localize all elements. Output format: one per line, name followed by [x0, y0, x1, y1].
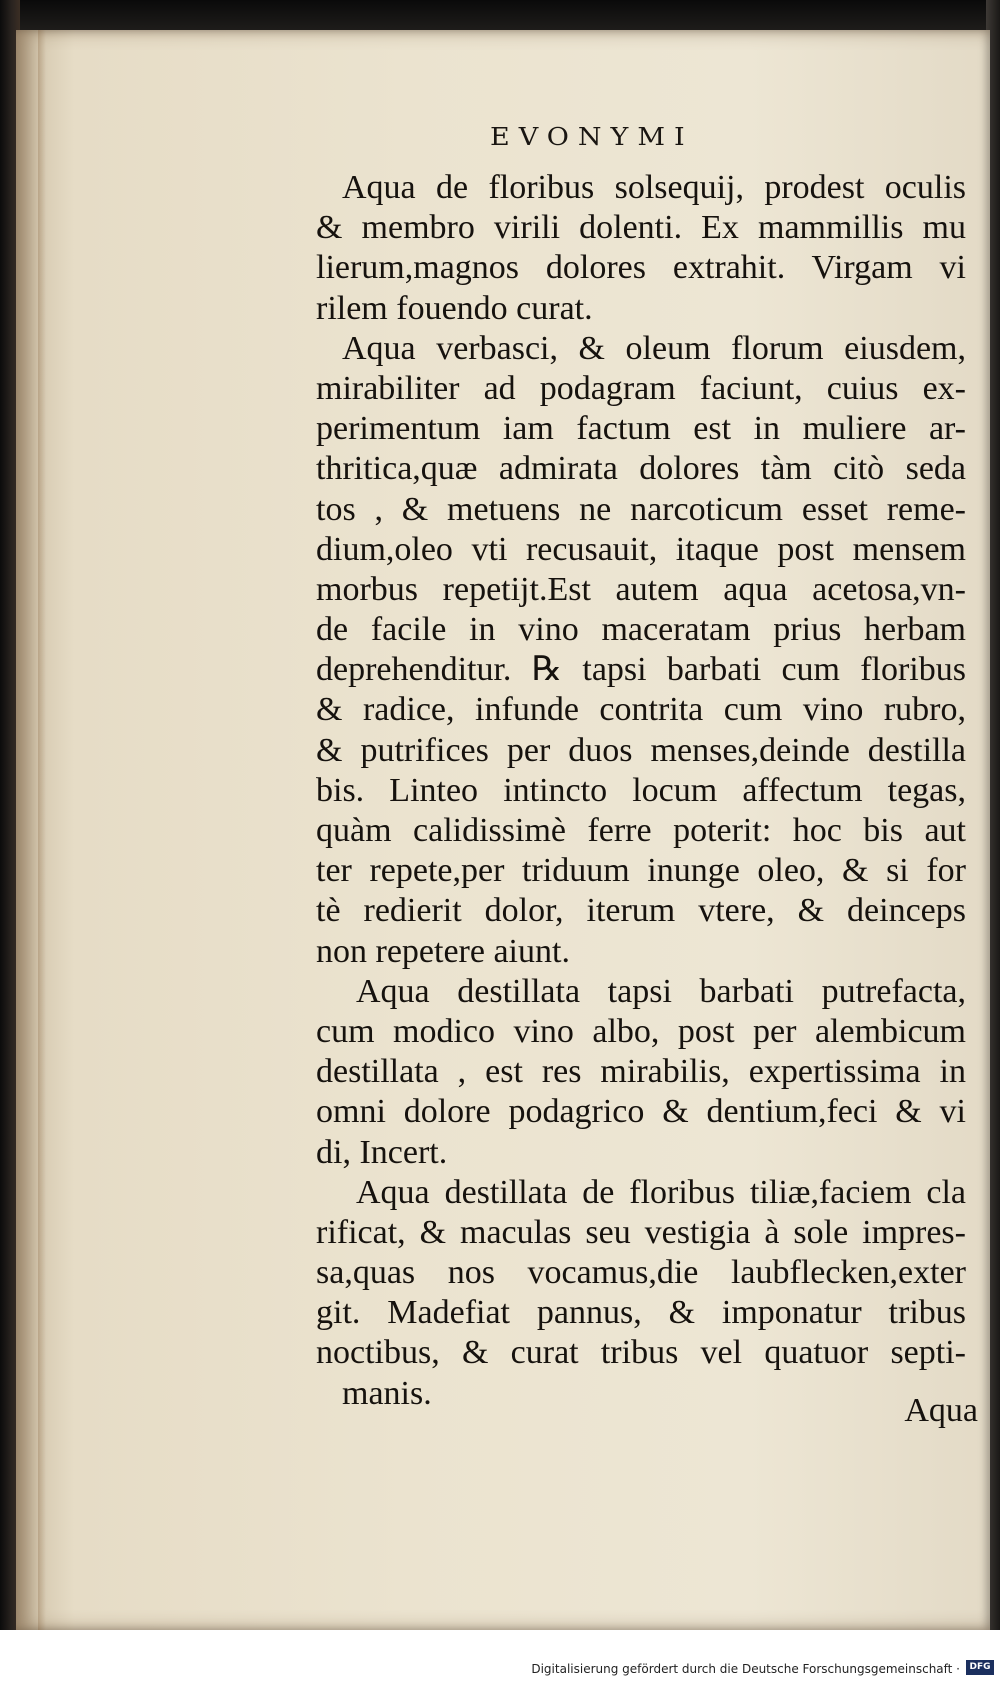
- text-line: Aqua destillata tapsi barbati putrefacta,: [356, 972, 966, 1010]
- text-line: & radice, infunde contrita cum vino rubro,: [316, 691, 966, 729]
- text-line: manis.: [342, 1374, 432, 1412]
- text-line: deprehenditur. ℞ tapsi barbati cum floribus: [316, 651, 966, 689]
- text-line: perimentum iam factum est in muliere ar-: [316, 410, 966, 448]
- catchword: Aqua: [904, 1392, 978, 1429]
- binding-board-top: [0, 0, 1000, 30]
- text-line: lierum,magnos dolores extrahit. Virgam vi: [316, 249, 966, 287]
- text-line: git. Madefiat pannus, & imponatur tribus: [316, 1294, 966, 1332]
- text-line: thritica,quæ admirata dolores tàm citò seda: [316, 450, 966, 488]
- body-text: [316, 168, 966, 1414]
- footer-strip: [0, 1630, 1000, 1688]
- text-line: noctibus, & curat tribus vel quatuor septi-: [316, 1334, 966, 1372]
- text-line: de facile in vino maceratam prius herbam: [316, 611, 966, 649]
- text-line: sa,quas nos vocamus,die laubflecken,exter: [316, 1254, 966, 1292]
- text-line: di, Incert.: [316, 1133, 448, 1171]
- text-line: mirabiliter ad podagram faciunt, cuius ex-: [316, 369, 966, 407]
- running-title: EVONYMI: [490, 123, 694, 152]
- text-line: rilem fouendo curat.: [316, 289, 593, 327]
- text-line: morbus repetijt.Est autem aqua acetosa,vn-: [316, 570, 966, 608]
- text-line: tos , & metuens ne narcoticum esset reme-: [316, 490, 966, 528]
- text-line: destillata , est res mirabilis, expertissima in: [316, 1053, 966, 1091]
- digitization-credit: Digitalisierung gefördert durch die Deutsche Forschungsgemeinschaft ·: [531, 1662, 960, 1676]
- text-line: non repetere aiunt.: [316, 932, 570, 970]
- text-line: Aqua verbasci, & oleum florum eiusdem,: [342, 329, 966, 367]
- text-line: quàm calidissimè ferre poterit: hoc bis aut: [316, 812, 966, 849]
- text-line: & membro virili dolenti. Ex mammillis mu: [316, 209, 966, 247]
- dfg-logo: DFG: [966, 1660, 994, 1675]
- text-line: bis. Linteo intincto locum affectum tegas,: [316, 771, 966, 809]
- text-line: Aqua de floribus solsequij, prodest oculis: [342, 169, 966, 206]
- text-line: & putrifices per duos menses,deinde destilla: [316, 731, 966, 769]
- text-line: rificat, & maculas seu vestigia à sole impres-: [316, 1213, 966, 1251]
- text-line: omni dolore podagrico & dentium,feci & vi: [316, 1093, 966, 1131]
- text-line: tè redierit dolor, iterum vtere, & deinceps: [316, 892, 966, 930]
- text-line: Aqua destillata de floribus tiliæ,faciem cla: [356, 1173, 966, 1211]
- text-line: cum modico vino albo, post per alembicum: [316, 1012, 966, 1050]
- text-line: ter repete,per triduum inunge oleo, & si for: [316, 852, 966, 890]
- text-line: dium,oleo vti recusauit, itaque post mensem: [316, 530, 966, 568]
